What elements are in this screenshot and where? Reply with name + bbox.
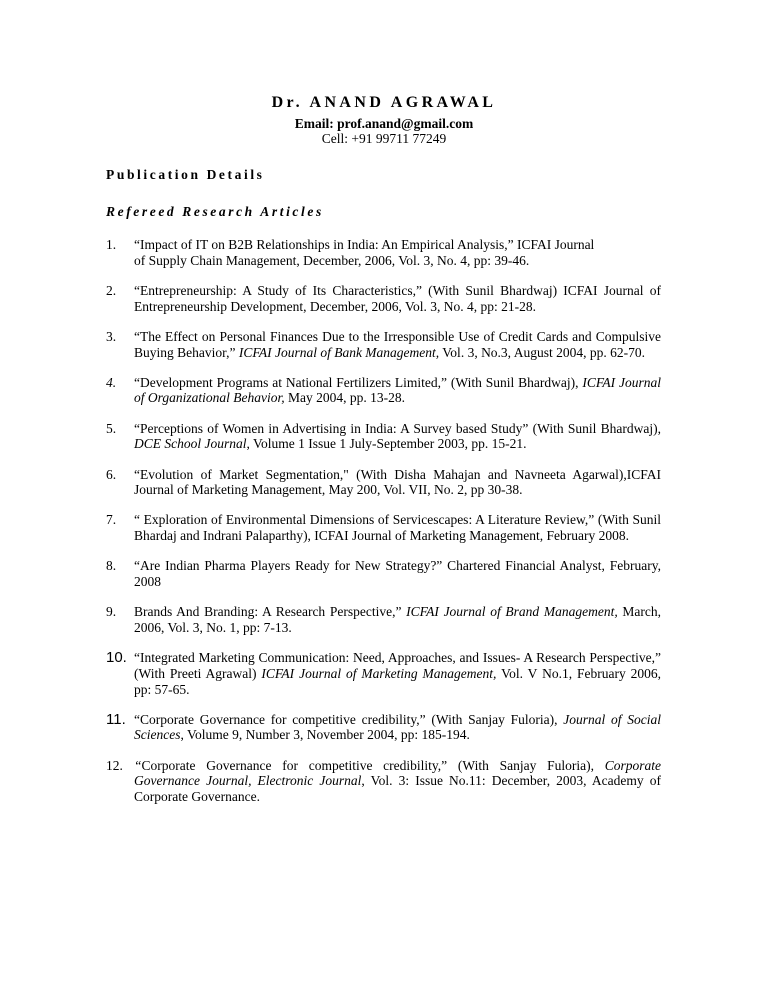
publication-number: 7. bbox=[106, 512, 117, 528]
publication-item bbox=[106, 329, 661, 360]
journal-name: “ bbox=[134, 757, 142, 773]
author-cell-phone: Cell: +91 99711 77249 bbox=[321, 131, 447, 146]
citation-text: “The Effect on Personal Finances Due to the Irresponsible Use of Credit Cards and Compulsive Buying Behavior,” bbox=[134, 328, 661, 360]
journal-name: Journal of Social Sciences bbox=[134, 711, 661, 743]
citation-text: “Entrepreneurship: A Study of Its Characteristics,” (With Sunil Bhardwaj) ICFAI Journal of Entrepreneurship Development, December, 2006, Vol. 3, No. 4, pp: 21-28. bbox=[134, 282, 661, 314]
publication-item bbox=[106, 558, 661, 589]
citation-text: , Volume 9, Number 3, November 2004, pp: 185-194. bbox=[180, 727, 470, 743]
citation-text: “Perceptions of Women in Advertising in India: A Survey based Study” (With Sunil Bhardwaj), bbox=[134, 420, 661, 436]
citation-text: Brands And Branding: A Research Perspective,” bbox=[134, 604, 407, 620]
citation-text: March, 2006, Vol. 3, No. 1, pp: 7-13. bbox=[134, 604, 661, 635]
citation-text: “Impact of IT on B2B Relationships in India: An Empirical Analysis,” ICFAI Journal bbox=[134, 237, 595, 252]
publication-item bbox=[106, 375, 661, 406]
citation-text: of Supply Chain Management, December, 2006, Vol. 3, No. 4, pp: 39-46. bbox=[134, 252, 530, 268]
publication-number: 6. bbox=[106, 466, 117, 482]
publication-item bbox=[106, 421, 661, 452]
citation-text: “Are Indian Pharma Players Ready for New Strategy?” Chartered Financial Analyst, February, 2008 bbox=[134, 558, 661, 590]
section-heading-refereed-articles: Refereed Research Articles bbox=[106, 204, 324, 219]
author-email: Email: prof.anand@gmail.com bbox=[294, 116, 474, 131]
publication-list bbox=[106, 237, 661, 819]
section-heading-publication-details: Publication Details bbox=[106, 167, 265, 182]
publication-item bbox=[106, 512, 661, 543]
publication-number: 12. bbox=[106, 757, 123, 773]
document-header bbox=[0, 93, 768, 146]
publication-number: 11. bbox=[106, 710, 126, 728]
publication-number: 8. bbox=[106, 558, 117, 574]
citation-text: “Corporate Governance for competitive credibility,” (With Sanjay Fuloria), bbox=[134, 711, 564, 727]
author-name: Dr. ANAND AGRAWAL bbox=[271, 94, 497, 111]
publication-item bbox=[106, 712, 661, 743]
citation-text: Vol. V No.1, February 2006, pp: 57-65. bbox=[134, 665, 662, 697]
publication-number: 2. bbox=[106, 282, 117, 298]
journal-name: Corporate Governance Journal, Electronic Journal bbox=[134, 757, 661, 789]
publication-number: 1. bbox=[106, 237, 117, 252]
publication-item bbox=[106, 650, 661, 697]
citation-text: “Evolution of Market Segmentation," (With Disha Mahajan and Navneeta Agarwal),ICFAI Journal of Marketing Management, May 200, Vol. VII, No. 2, pp 30-38. bbox=[134, 466, 661, 498]
citation-text: May 2004, pp. 13-28. bbox=[284, 390, 405, 406]
citation-text: “Integrated Marketing Communication: Need, Approaches, and Issues- A Research Perspective,” (With Preeti Agrawal) bbox=[134, 650, 661, 681]
publication-number: 10. bbox=[106, 649, 127, 667]
citation-text: “Development Programs at National Fertilizers Limited,” (With Sunil Bhardwaj), bbox=[134, 374, 583, 390]
journal-name: ICFAI Journal of Bank Management, bbox=[238, 344, 440, 360]
citation-text: Corporate Governance for competitive credibility,” (With Sanjay Fuloria), bbox=[141, 757, 605, 773]
citation-text: “ Exploration of Environmental Dimensions of Servicescapes: A Literature Review,” (With Sunil Bhardaj and Indrani Palaparthy), ICFAI Journal of Marketing Management, February 2008. bbox=[134, 512, 661, 544]
journal-name: ICFAI Journal of Organizational Behavior, bbox=[134, 374, 661, 406]
journal-name: ICFAI Journal of Marketing Management, bbox=[261, 665, 497, 681]
citation-text: , Vol. 3: Issue No.11: December, 2003, Academy of Corporate Governance. bbox=[134, 773, 661, 805]
publication-number: 4. bbox=[106, 374, 117, 390]
publication-item bbox=[106, 604, 661, 635]
journal-name: DCE School Journal bbox=[134, 436, 247, 452]
publication-item bbox=[106, 283, 661, 314]
publication-item bbox=[106, 758, 661, 805]
journal-name: ICFAI Journal of Brand Management, bbox=[406, 604, 618, 620]
citation-text: , Volume 1 Issue 1 July-September 2003, pp. 15-21. bbox=[246, 436, 527, 452]
publication-item bbox=[106, 467, 661, 498]
citation-text: Vol. 3, No.3, August 2004, pp. 62-70. bbox=[439, 344, 645, 360]
publication-number: 9. bbox=[106, 604, 117, 620]
publication-item bbox=[106, 237, 661, 268]
publication-number: 5. bbox=[106, 420, 117, 436]
publication-number: 3. bbox=[106, 328, 117, 344]
